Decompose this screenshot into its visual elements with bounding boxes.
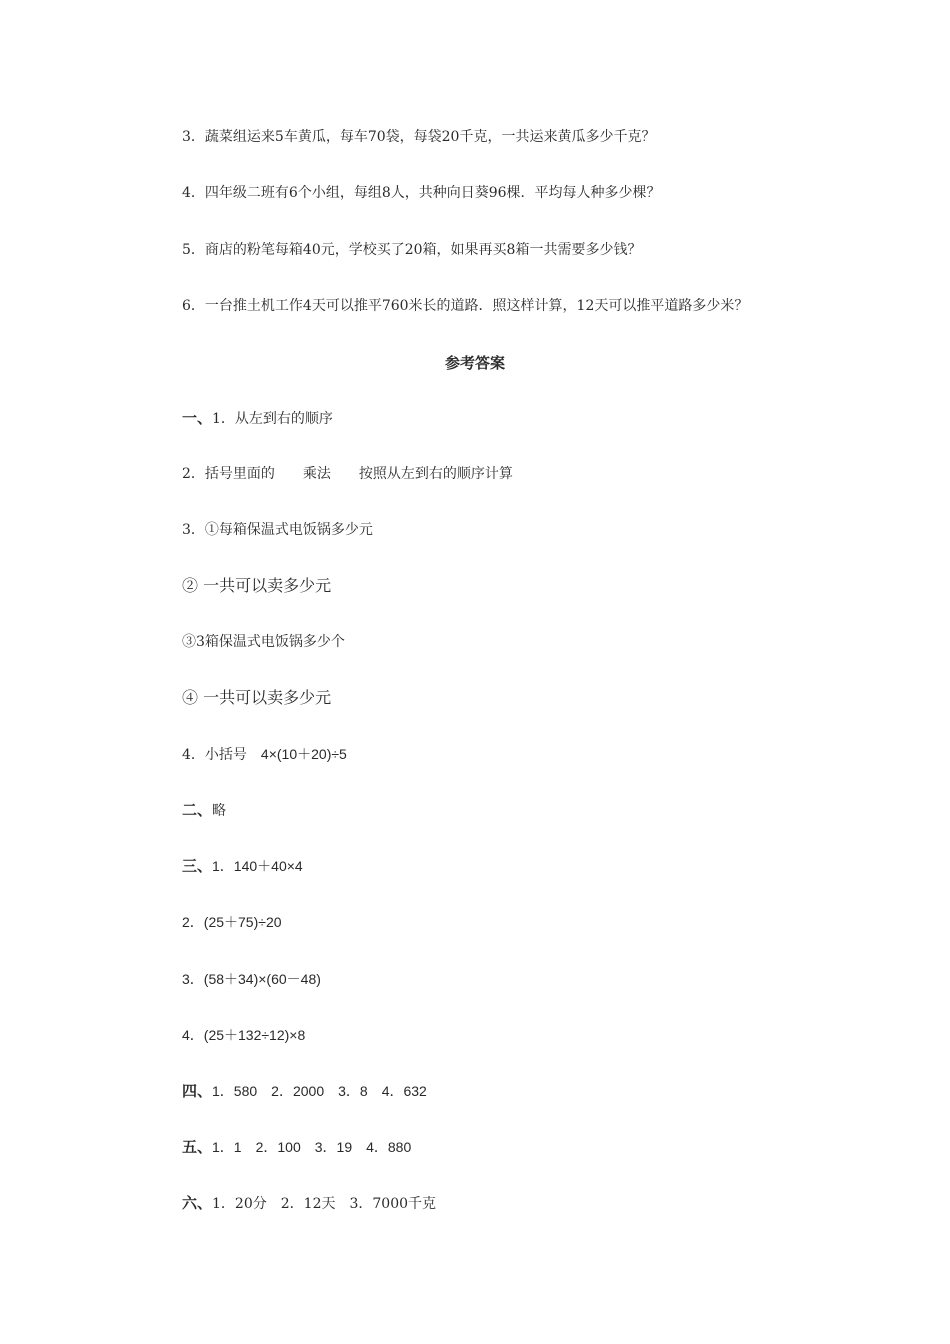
- answer-part: 按照从左到右的顺序计算: [358, 466, 513, 482]
- section-label: 四、: [182, 1082, 213, 1100]
- answer-text: 1．从左到右的顺序: [212, 411, 333, 427]
- answer-value: 4．880: [366, 1139, 412, 1155]
- answer-value: 4．632: [381, 1083, 427, 1099]
- answer-part: 小括号: [204, 747, 247, 763]
- section-label: 二、: [182, 801, 213, 819]
- answer-s6: [182, 1193, 436, 1214]
- answer-text: ② 一共可以卖多少元: [182, 576, 332, 595]
- question-number: 4．: [182, 185, 205, 201]
- answer-number: 2．: [182, 466, 205, 482]
- question-4: [182, 183, 661, 203]
- answer-value: 3．19: [314, 1139, 353, 1155]
- answer-text: 略: [212, 803, 227, 819]
- answer-value: 2．100: [255, 1139, 301, 1155]
- question-3: [182, 127, 655, 147]
- question-text: 四年级二班有6个小组，每组8人，共种向日葵96棵．平均每人种多少棵？: [204, 185, 661, 201]
- answer-text: ③3箱保温式电饭锅多少个: [182, 634, 345, 650]
- answer-value: 1．1: [212, 1139, 242, 1155]
- answer-part: 括号里面的: [204, 466, 275, 482]
- answer-value: 1．580: [212, 1083, 258, 1099]
- question-number: 5．: [182, 242, 205, 258]
- section-label: 五、: [182, 1138, 213, 1156]
- answer-s1-item3-2: [182, 575, 331, 597]
- question-text: 一台推土机工作4天可以推平760米长的道路．照这样计算，12天可以推平道路多少米？: [204, 298, 749, 314]
- answer-s5: [182, 1137, 411, 1158]
- section-label: 三、: [182, 857, 213, 875]
- answer-value: 2．2000: [271, 1083, 325, 1099]
- question-text: 蔬菜组运来5车黄瓜，每车70袋，每袋20千克，一共运来黄瓜多少千克？: [204, 129, 656, 145]
- answer-text: ④ 一共可以卖多少元: [182, 688, 332, 707]
- answer-value: 1．20分: [212, 1196, 267, 1212]
- answer-s1-item1: [182, 408, 333, 429]
- answer-s3-item3: [182, 969, 321, 990]
- answer-s3-item4: [182, 1025, 305, 1046]
- answer-s3-item1: [182, 856, 303, 877]
- question-number: 6．: [182, 298, 205, 314]
- answer-s1-item3: [182, 520, 373, 540]
- answer-s4: [182, 1081, 427, 1102]
- question-text: 商店的粉笔每箱40元，学校买了20箱，如果再买8箱一共需要多少钱？: [204, 242, 642, 258]
- answers-title: 参考答案: [444, 354, 505, 372]
- question-5: [182, 240, 641, 260]
- answer-s1-item4: [182, 744, 347, 765]
- section-label: 六、: [182, 1194, 213, 1212]
- answer-part: 乘法: [302, 466, 331, 482]
- answer-s1-item3-3: [182, 632, 345, 652]
- answer-value: 3．7000千克: [349, 1196, 437, 1212]
- answer-value: 3．8: [338, 1083, 368, 1099]
- answer-number: 4．: [182, 747, 205, 763]
- question-number: 3．: [182, 129, 205, 145]
- question-6: [182, 296, 748, 316]
- answer-formula: 1．140＋40×4: [212, 858, 303, 874]
- section-label: 一、: [182, 409, 213, 427]
- answer-s2: [182, 800, 226, 821]
- answer-text: 3．①每箱保温式电饭锅多少元: [182, 522, 373, 538]
- answer-value: 2．12天: [280, 1196, 336, 1212]
- answer-s1-item3-4: [182, 687, 331, 709]
- answer-s1-item2: [182, 464, 513, 484]
- answer-formula: 2．(25＋75)÷20: [182, 914, 282, 930]
- answer-formula: 4×(10＋20)÷5: [260, 746, 347, 762]
- answer-s3-item2: [182, 912, 282, 933]
- answer-formula: 4．(25＋132÷12)×8: [182, 1027, 306, 1043]
- answer-formula: 3．(58＋34)×(60－48): [182, 971, 321, 987]
